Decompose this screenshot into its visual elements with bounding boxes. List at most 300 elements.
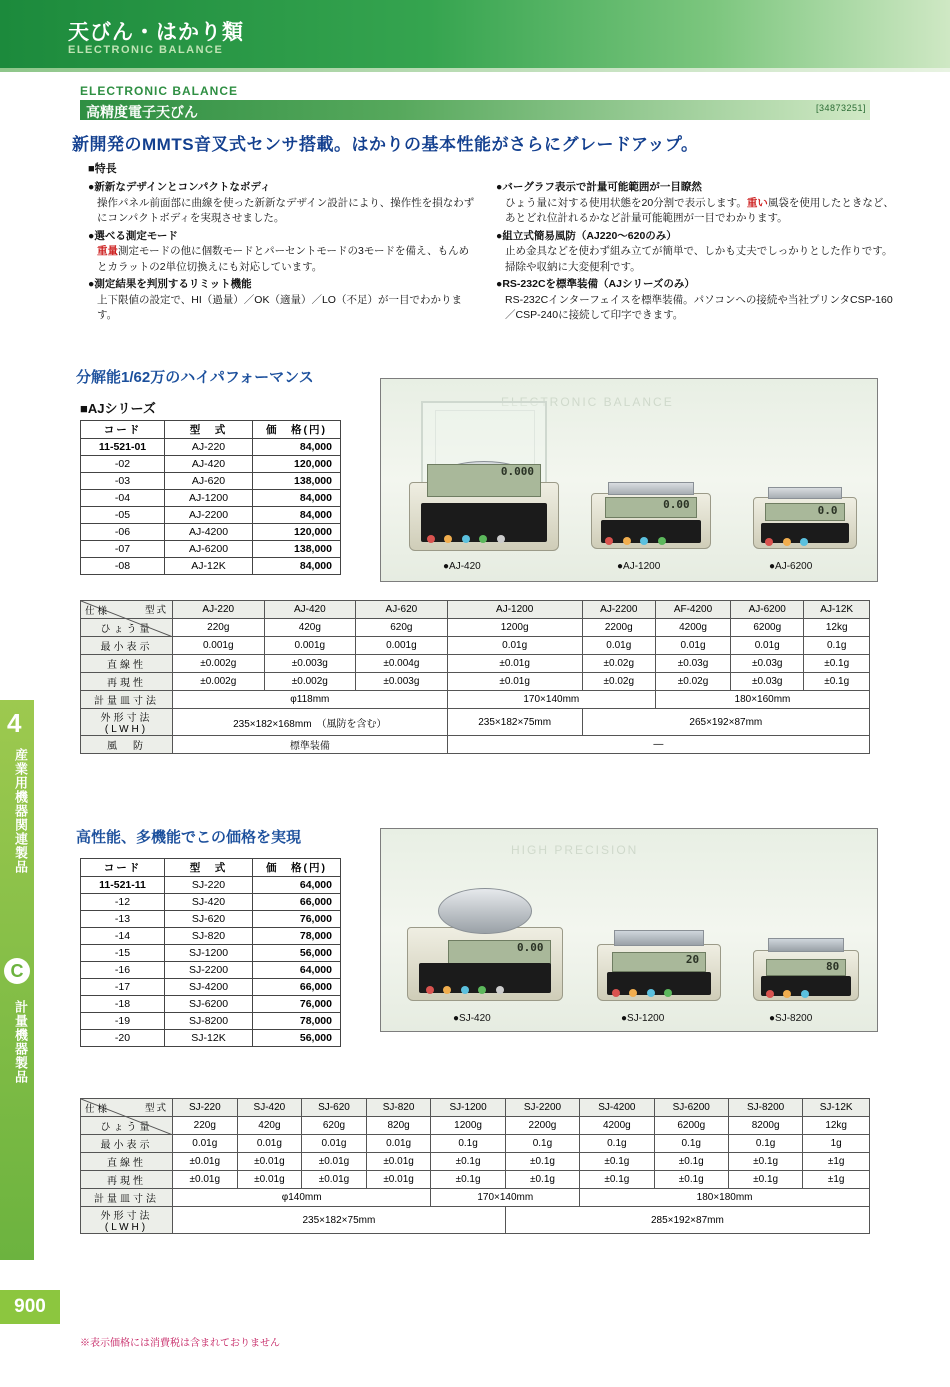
spec-cell: 12kg (803, 1117, 870, 1135)
table-row (81, 945, 341, 962)
cell-code: -14 (81, 928, 165, 945)
cell-price: 64,000 (253, 962, 341, 979)
section-title-en: ELECTRONIC BALANCE (80, 84, 238, 98)
spec-cell: 0.001g (173, 637, 265, 655)
spec-cell: 0.1g (580, 1135, 654, 1153)
cell-code: -04 (81, 490, 165, 507)
table-row (81, 507, 341, 524)
spec-col-header: SJ-220 (173, 1099, 238, 1117)
button-row (605, 532, 696, 540)
spec-cell: ±0.1g (505, 1171, 579, 1189)
cell-model: AJ-6200 (165, 541, 253, 558)
cell-price: 78,000 (253, 928, 341, 945)
feature-highlight: 重い (746, 196, 768, 209)
spec-cell: 0.01g (582, 637, 655, 655)
spec-cell: ±0.02g (582, 673, 655, 691)
cell-model: SJ-8200 (165, 1013, 253, 1030)
cell-price: 84,000 (253, 439, 341, 456)
feature-item (496, 277, 896, 324)
spec-cell: 1200g (447, 619, 582, 637)
feature-heading: ●RS-232Cを標準装備（AJシリーズのみ） (496, 278, 695, 290)
spec-header-row (81, 1099, 870, 1117)
button-orange-icon[interactable] (623, 537, 631, 545)
button-orange-icon[interactable] (783, 538, 791, 546)
cell-code: -07 (81, 541, 165, 558)
cell-model: SJ-1200 (165, 945, 253, 962)
feature-body-text: 風袋を使用したときなど、あとどれ位計れるかなど計量可能範囲が一目でわかります。 (505, 196, 894, 224)
spec-row (81, 1171, 870, 1189)
table-header-row (81, 421, 341, 439)
cell-price: 76,000 (253, 996, 341, 1013)
photo-caption: ●SJ-420 (453, 1013, 491, 1024)
spec-row-label: 外形寸法(LWH) (81, 709, 173, 736)
spec-cell: 0.01g (655, 637, 730, 655)
spec-row (81, 655, 870, 673)
table-row (81, 928, 341, 945)
cell-price: 138,000 (253, 541, 341, 558)
footnote: ※表示価格には消費税は含まれておりません (80, 1338, 280, 1349)
spec-cell: 0.1g (431, 1135, 505, 1153)
cell-model: SJ-6200 (165, 996, 253, 1013)
header-title-jp: 天びん・はかり類 (68, 21, 244, 44)
cell-code: -16 (81, 962, 165, 979)
spec-col-header: AJ-1200 (447, 601, 582, 619)
spec-cell: ±0.1g (728, 1153, 802, 1171)
spec-col-header: SJ-8200 (728, 1099, 802, 1117)
lcd-display (605, 497, 696, 518)
button-blue-icon[interactable] (647, 989, 655, 997)
spec-row (81, 1153, 870, 1171)
spec-cell: ±0.004g (356, 655, 448, 673)
spec-row (81, 1189, 870, 1207)
spec-col-header: AJ-620 (356, 601, 448, 619)
features-title: ■特長 (88, 163, 117, 175)
spec-cell: 1200g (431, 1117, 505, 1135)
spec-cell: 0.1g (728, 1135, 802, 1153)
spec-cell: ±0.002g (173, 673, 265, 691)
cell-price: 76,000 (253, 911, 341, 928)
spec-col-header: AJ-12K (804, 601, 870, 619)
spec-row-label: ひょう量 (81, 619, 173, 637)
spec-cell: ±0.01g (302, 1171, 367, 1189)
spec-row (81, 709, 870, 736)
spec-cell: 220g (173, 1117, 238, 1135)
spec-cell: ±0.02g (582, 655, 655, 673)
spec-cell: 180×180mm (580, 1189, 870, 1207)
table-row (81, 558, 341, 575)
header-title-en: ELECTRONIC BALANCE (68, 44, 224, 56)
spec-cell: 420g (237, 1117, 302, 1135)
col-header-model: 型 式 (165, 421, 253, 439)
photo-caption: ●AJ-1200 (617, 561, 661, 572)
cell-code: 11-521-11 (81, 877, 165, 894)
cell-code: -19 (81, 1013, 165, 1030)
spec-cell: 0.1g (505, 1135, 579, 1153)
feature-body: 止め金具などを使わず組み立てが簡単で、しかも丈夫でしっかりとした作りです。掃除や収納に大変便利です。 (505, 245, 893, 273)
table-row (81, 877, 341, 894)
spec-row (81, 619, 870, 637)
lcd-value: 0.00 (517, 940, 544, 954)
lcd-display (765, 503, 844, 521)
spec-cell: ±0.01g (237, 1153, 302, 1171)
spec-col-header: SJ-4200 (580, 1099, 654, 1117)
spec-cell: 0.001g (356, 637, 448, 655)
spec-cell: ±0.01g (366, 1171, 431, 1189)
spec-cell: ±0.03g (655, 655, 730, 673)
spec-cell: 0.01g (237, 1135, 302, 1153)
spec-cell: ±0.01g (173, 1153, 238, 1171)
cell-price: 56,000 (253, 1030, 341, 1047)
weighing-pan (768, 487, 843, 499)
cell-code: -06 (81, 524, 165, 541)
page-header (0, 0, 950, 68)
cell-model: AJ-12K (165, 558, 253, 575)
spec-cell: 170×140mm (431, 1189, 580, 1207)
spec-cell: 2200g (505, 1117, 579, 1135)
spec-cell: ±0.003g (356, 673, 448, 691)
spec-row (81, 637, 870, 655)
sidebar-label-top: 産業用機器関連製品 (13, 748, 28, 874)
spec-row-label: ひょう量 (81, 1117, 173, 1135)
sidebar-label-bottom: 計量機器製品 (13, 1000, 28, 1084)
spec-row-label: 直線性 (81, 655, 173, 673)
cell-price: 64,000 (253, 877, 341, 894)
table-row (81, 996, 341, 1013)
section-title-jp: 高精度電子天びん (86, 104, 198, 120)
spec-cell: ±0.1g (580, 1153, 654, 1171)
aj-product-photo-panel (380, 378, 878, 582)
lcd-value: 0.0 (817, 504, 838, 518)
button-green-icon[interactable] (658, 537, 666, 545)
spec-cell: ±0.01g (447, 673, 582, 691)
feature-item (88, 277, 478, 324)
cell-price: 78,000 (253, 1013, 341, 1030)
spec-col-header: SJ-420 (237, 1099, 302, 1117)
cell-code: -17 (81, 979, 165, 996)
feature-item (88, 180, 478, 227)
spec-col-header: SJ-620 (302, 1099, 367, 1117)
feature-item (496, 180, 896, 227)
spec-cell: ±0.1g (804, 673, 870, 691)
spec-cell: 0.1g (804, 637, 870, 655)
lcd-value: 0.000 (500, 465, 534, 478)
spec-cell: φ140mm (173, 1189, 431, 1207)
spec-cell: 標準装備 (173, 736, 448, 754)
page-number: 900 (0, 1290, 60, 1324)
col-header-model: 型 式 (165, 859, 253, 877)
cell-model: SJ-2200 (165, 962, 253, 979)
cell-code: -13 (81, 911, 165, 928)
button-row (766, 985, 847, 993)
cell-model: AJ-420 (165, 456, 253, 473)
weighing-pan (614, 930, 703, 946)
spec-cell: ±0.1g (654, 1153, 728, 1171)
lcd-display (766, 959, 847, 977)
spec-cell: — (447, 736, 869, 754)
spec-cell: ±1g (803, 1171, 870, 1189)
spec-row-label: 再現性 (81, 673, 173, 691)
table-header-row (81, 859, 341, 877)
col-header-code: コード (81, 421, 165, 439)
spec-cell: 1g (803, 1135, 870, 1153)
feature-body (88, 244, 478, 275)
cell-code: -12 (81, 894, 165, 911)
spec-cell: ±0.1g (505, 1153, 579, 1171)
balance-aj-6200 (753, 457, 857, 549)
weighing-pan (438, 888, 532, 934)
spec-row-label: 再現性 (81, 1171, 173, 1189)
spec-cell: 0.01g (447, 637, 582, 655)
photo-caption: ●AJ-420 (443, 561, 481, 572)
sidebar-section-badge: C (4, 958, 30, 984)
cell-price: 84,000 (253, 558, 341, 575)
spec-cell: φ118mm (173, 691, 448, 709)
sidebar-chapter-number: 4 (7, 708, 22, 738)
lcd-display (427, 464, 541, 497)
button-orange-icon[interactable] (444, 535, 452, 543)
button-red-icon[interactable] (427, 535, 435, 543)
spec-cell: 820g (366, 1117, 431, 1135)
spec-row-label: 計量皿寸法 (81, 1189, 173, 1207)
cell-price: 56,000 (253, 945, 341, 962)
spec-corner-cell (81, 1099, 173, 1117)
spec-col-header: AJ-6200 (731, 601, 804, 619)
spec-row-label: 最小表示 (81, 1135, 173, 1153)
button-row (427, 530, 541, 538)
photo-caption: ●AJ-6200 (769, 561, 813, 572)
button-gray-icon[interactable] (497, 535, 505, 543)
spec-cell: 0.1g (654, 1135, 728, 1153)
spec-col-header: AJ-2200 (582, 601, 655, 619)
corner-label-model: 型式 (144, 1103, 168, 1114)
feature-body-pre: ひょう量に対する使用状態を20分割で表示します。 (505, 196, 747, 209)
feature-heading: ●測定結果を判別するリミット機能 (88, 278, 252, 290)
spec-row-label: 外形寸法(LWH) (81, 1207, 173, 1234)
spec-cell: ±0.1g (804, 655, 870, 673)
spec-cell: 2200g (582, 619, 655, 637)
spec-cell: 235×182×75mm (173, 1207, 506, 1234)
feature-body (496, 196, 896, 227)
corner-label-model: 型式 (144, 605, 168, 616)
cell-model: SJ-12K (165, 1030, 253, 1047)
spec-col-header: SJ-2200 (505, 1099, 579, 1117)
sj-spec-table (80, 1098, 870, 1234)
photo-caption: ●SJ-8200 (769, 1013, 813, 1024)
feature-highlight: 重量 (97, 245, 118, 257)
cell-model: AJ-4200 (165, 524, 253, 541)
section-code-badge: [34873251] (815, 103, 866, 113)
feature-item (496, 229, 896, 276)
spec-cell: 6200g (731, 619, 804, 637)
button-green-icon[interactable] (479, 535, 487, 543)
table-row (81, 541, 341, 558)
sj-price-table (80, 858, 341, 1047)
spec-cell: 8200g (728, 1117, 802, 1135)
spec-col-header: SJ-820 (366, 1099, 431, 1117)
button-blue-icon[interactable] (640, 537, 648, 545)
cell-code: -15 (81, 945, 165, 962)
spec-cell: 4200g (655, 619, 730, 637)
spec-col-header: AF-4200 (655, 601, 730, 619)
feature-heading: ●新新なデザインとコンパクトなボディ (88, 181, 271, 193)
spec-row-label: 最小表示 (81, 637, 173, 655)
spec-cell: 12kg (804, 619, 870, 637)
spec-cell: ±0.03g (731, 655, 804, 673)
spec-row (81, 1117, 870, 1135)
spec-cell: 4200g (580, 1117, 654, 1135)
table-row (81, 490, 341, 507)
spec-cell: ±0.03g (731, 673, 804, 691)
cell-price: 138,000 (253, 473, 341, 490)
button-red-icon[interactable] (612, 989, 620, 997)
spec-cell: ±0.003g (264, 655, 356, 673)
spec-cell: 0.01g (366, 1135, 431, 1153)
spec-cell: ±0.1g (654, 1171, 728, 1189)
table-row (81, 473, 341, 490)
button-red-icon[interactable] (766, 990, 774, 998)
corner-label-spec: 仕様 (85, 606, 111, 617)
col-header-code: コード (81, 859, 165, 877)
spec-row-label: 計量皿寸法 (81, 691, 173, 709)
spec-row-label: 直線性 (81, 1153, 173, 1171)
spec-row (81, 691, 870, 709)
spec-cell: 170×140mm (447, 691, 655, 709)
lcd-value: 0.00 (663, 498, 690, 512)
button-row (426, 981, 545, 989)
spec-cell: ±0.002g (173, 655, 265, 673)
spec-row (81, 736, 870, 754)
spec-cell: 235×182×168mm （風防を含む） (173, 709, 448, 736)
cell-code: -08 (81, 558, 165, 575)
cell-code: -02 (81, 456, 165, 473)
cell-code: -03 (81, 473, 165, 490)
balance-sj-1200 (597, 899, 721, 1001)
feature-body: RS-232Cインターフェイスを標準装備。パソコンへの接続や当社プリンタCSP-160／CSP-240に接続して印字できます。 (505, 293, 893, 321)
col-header-price: 価 格(円) (253, 859, 341, 877)
spec-cell: 220g (173, 619, 265, 637)
features-column-right (496, 180, 896, 326)
cell-price: 84,000 (253, 507, 341, 524)
photo-ghost-text: ELECTRONIC BALANCE (501, 395, 674, 409)
spec-cell: 620g (356, 619, 448, 637)
aj-section-heading: 分解能1/62万のハイパフォーマンス (76, 369, 314, 386)
cell-model: AJ-220 (165, 439, 253, 456)
spec-col-header: AJ-220 (173, 601, 265, 619)
spec-cell: ±0.1g (431, 1171, 505, 1189)
spec-row (81, 673, 870, 691)
spec-cell: 180×160mm (655, 691, 869, 709)
table-row (81, 524, 341, 541)
sj-section-heading: 高性能、多機能でこの価格を実現 (76, 829, 302, 846)
table-row (81, 894, 341, 911)
spec-col-header: AJ-420 (264, 601, 356, 619)
photo-ghost-text: HIGH PRECISION (511, 843, 639, 857)
spec-cell: 0.01g (302, 1135, 367, 1153)
balance-aj-420 (409, 401, 559, 551)
sidebar-tab (0, 700, 34, 1260)
spec-cell: ±0.1g (580, 1171, 654, 1189)
spec-cell: ±0.002g (264, 673, 356, 691)
aj-series-label: ■AJシリーズ (80, 401, 156, 416)
spec-cell: 0.001g (264, 637, 356, 655)
spec-cell: ±0.01g (447, 655, 582, 673)
spec-cell: 620g (302, 1117, 367, 1135)
cell-model: AJ-620 (165, 473, 253, 490)
feature-item (88, 229, 478, 276)
spec-cell: 285×192×87mm (505, 1207, 869, 1234)
cell-code: 11-521-01 (81, 439, 165, 456)
sj-product-photo-panel (380, 828, 878, 1032)
section-title-bar (80, 100, 870, 120)
table-row (81, 1030, 341, 1047)
spec-cell: ±0.01g (237, 1171, 302, 1189)
spec-row (81, 1135, 870, 1153)
feature-body: 操作パネル前面部に曲線を使った新新なデザイン設計により、操作性を損なわずにコンパクトボディを実現させました。 (97, 196, 475, 224)
table-row (81, 1013, 341, 1030)
button-blue-icon[interactable] (801, 990, 809, 998)
lcd-display (612, 952, 706, 972)
feature-body: 上下限値の設定で、HI（過量）／OK（適量）／LO（不足）が一目でわかります。 (97, 293, 462, 321)
balance-aj-1200 (591, 445, 711, 549)
spec-cell: ±0.1g (728, 1171, 802, 1189)
button-blue-icon[interactable] (462, 535, 470, 543)
feature-body-text: 測定モードの他に個数モードとパーセントモードの3モードを備え、もんめとカラットの2単位切換えにも対応しています。 (97, 245, 470, 273)
button-row (612, 984, 706, 992)
cell-model: SJ-820 (165, 928, 253, 945)
corner-label-spec: 仕様 (85, 1104, 111, 1115)
cell-model: SJ-220 (165, 877, 253, 894)
table-row (81, 911, 341, 928)
feature-heading: ●バーグラフ表示で計量可能範囲が一目瞭然 (496, 181, 702, 193)
spec-row-label: 風 防 (81, 736, 173, 754)
table-row (81, 962, 341, 979)
spec-cell: ±0.01g (302, 1153, 367, 1171)
col-header-price: 価 格(円) (253, 421, 341, 439)
spec-col-header: SJ-12K (803, 1099, 870, 1117)
cell-price: 66,000 (253, 979, 341, 996)
header-divider (0, 68, 950, 72)
photo-caption: ●SJ-1200 (621, 1013, 665, 1024)
spec-header-row (81, 601, 870, 619)
section-headline: 新開発のMMTS音叉式センサ搭載。はかりの基本性能がさらにグレードアップ。 (72, 135, 699, 154)
cell-price: 84,000 (253, 490, 341, 507)
spec-cell: ±0.02g (655, 673, 730, 691)
spec-cell: ±0.01g (173, 1171, 238, 1189)
cell-code: -05 (81, 507, 165, 524)
cell-price: 120,000 (253, 456, 341, 473)
cell-model: SJ-420 (165, 894, 253, 911)
features-column-left (88, 180, 478, 326)
balance-sj-420 (407, 873, 563, 1001)
spec-col-header: SJ-1200 (431, 1099, 505, 1117)
spec-cell: ±1g (803, 1153, 870, 1171)
cell-model: SJ-4200 (165, 979, 253, 996)
spec-cell: 0.01g (731, 637, 804, 655)
cell-price: 66,000 (253, 894, 341, 911)
lcd-value: 80 (826, 959, 840, 973)
aj-price-table (80, 420, 341, 575)
spec-col-header: SJ-6200 (654, 1099, 728, 1117)
spec-cell: ±0.01g (366, 1153, 431, 1171)
spec-cell: 6200g (654, 1117, 728, 1135)
weighing-pan (768, 938, 844, 952)
cell-price: 120,000 (253, 524, 341, 541)
cell-code: -20 (81, 1030, 165, 1047)
spec-cell: 265×192×87mm (582, 709, 869, 736)
spec-cell: ±0.1g (431, 1153, 505, 1171)
table-row (81, 439, 341, 456)
cell-code: -18 (81, 996, 165, 1013)
